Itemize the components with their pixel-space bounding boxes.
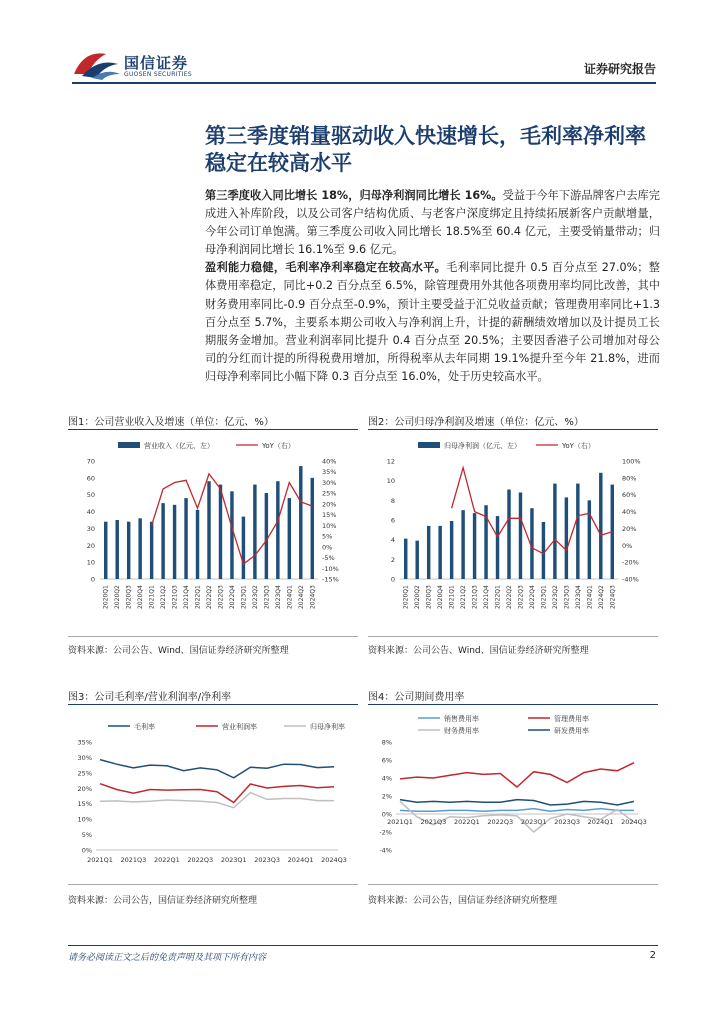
fig2-x-tick: 2022Q1 (494, 585, 502, 609)
fig2-right-tick: 60% (622, 491, 637, 500)
fig2-x-tick: 2021Q2 (460, 585, 468, 609)
fig1-x-tick: 2022Q3 (217, 585, 225, 609)
fig4-legend-label: 管理费用率 (554, 715, 589, 723)
fig2-bar (415, 541, 418, 579)
fig1-right-tick: 30% (322, 478, 337, 487)
fig1-bar (219, 485, 222, 579)
fig3-x-tick: 2023Q3 (254, 856, 281, 864)
fig1-title: 图1：公司营业收入及增速（单位：亿元、%） (68, 417, 274, 428)
fig2-bar (438, 526, 441, 579)
fig2-x-tick: 2024Q2 (597, 585, 605, 609)
fig2-right-tick: -20% (622, 558, 639, 567)
paragraph-2 (205, 259, 660, 386)
fig4-legend-label: 销售费用率 (444, 715, 479, 723)
fig1-x-tick: 2023Q4 (274, 585, 282, 609)
section-title: 第三季度销量驱动收入快速增长，毛利率净利率稳定在较高水平 (205, 124, 646, 175)
fig3-x-tick: 2021Q3 (120, 856, 147, 864)
fig1-right-tick: 0% (322, 543, 333, 552)
fig1-x-tick: 2024Q1 (286, 585, 294, 609)
logo-text-en: GUOSEN SECURITIES (124, 71, 193, 78)
fig2-bar (461, 510, 464, 579)
fig2-legend-line-label: YoY（右） (562, 442, 595, 450)
fig1-bar (115, 520, 118, 579)
fig1-right-tick: -15% (322, 575, 339, 584)
fig2-bar (599, 473, 602, 579)
fig4-legend-label: 财务费用率 (444, 727, 479, 735)
fig4-y-tick: 6% (381, 756, 392, 765)
fig3-y-tick: 10% (77, 815, 92, 824)
fig3-top-rule (68, 704, 358, 705)
fig2-bar (519, 492, 522, 579)
fig2-bar (507, 490, 510, 579)
fig1-source: 资料来源：公司公告、Wind、国信证券经济研究所整理 (68, 646, 289, 656)
fig2-bar (588, 500, 591, 579)
fig4-x-tick: 2023Q1 (520, 818, 547, 826)
fig2-right-tick: 0% (622, 541, 633, 550)
fig1-x-tick: 2020Q1 (102, 585, 110, 609)
fig1-x-tick: 2022Q2 (206, 585, 213, 609)
fig1-left-tick: 30 (86, 524, 95, 533)
fig4-y-tick: -4% (379, 846, 392, 855)
logo-text-cn: 国信证券 (124, 54, 189, 72)
fig2-left-tick: 6 (390, 516, 395, 525)
fig3-y-tick: 5% (81, 831, 92, 840)
fig4-legend-label: 研发费用率 (554, 727, 589, 735)
fig2-bar (404, 539, 407, 579)
fig1-left-tick: 40 (86, 508, 95, 517)
fig2-x-tick: 2023Q2 (551, 585, 559, 609)
fig2-x-tick: 2024Q3 (609, 585, 617, 609)
fig1-x-tick: 2024Q2 (297, 585, 305, 609)
fig4-x-tick: 2022Q1 (453, 818, 480, 826)
fig3-legend-label: 毛利率 (134, 723, 155, 731)
fig1-right-tick: 15% (322, 511, 337, 520)
paragraph-1-lead: 第三季度收入同比增长 18%，归母净利润同比增长 16%。 (205, 189, 503, 202)
fig4-x-tick: 2024Q3 (621, 818, 647, 826)
fig2-legend-bar-swatch (418, 442, 440, 448)
fig2-left-tick: 12 (386, 457, 395, 466)
fig3-chart (68, 708, 360, 878)
fig3-x-tick: 2024Q3 (321, 856, 347, 864)
fig2-x-tick: 2024Q1 (586, 585, 594, 609)
fig1-bar (276, 481, 279, 579)
fig4-source: 资料来源：公司公告，国信证券经济研究所整理 (368, 896, 558, 906)
fig2-x-tick: 2020Q2 (414, 585, 422, 609)
fig2-left-tick: 10 (386, 477, 395, 486)
fig2-x-tick: 2022Q2 (506, 585, 513, 609)
fig1-right-tick: 20% (322, 500, 337, 509)
fig2-source: 资料来源：公司公告、Wind、国信证券经济研究所整理 (368, 646, 589, 656)
fig3-title: 图3：公司毛利率/营业利润率/净利率 (68, 692, 232, 703)
fig1-x-tick: 2023Q3 (263, 585, 271, 609)
fig4-series-line (400, 801, 634, 832)
fig2-legend-bar-label: 归母净利润（亿元、左） (444, 442, 521, 450)
fig2-right-tick: -40% (622, 575, 639, 584)
fig2-x-tick: 2020Q1 (402, 585, 410, 609)
fig2-x-tick: 2020Q4 (437, 585, 445, 609)
fig1-bar (184, 498, 187, 579)
fig1-bar (242, 517, 245, 579)
fig1-bar (299, 466, 302, 579)
fig4-x-tick: 2024Q1 (587, 818, 614, 826)
fig1-right-tick: 25% (322, 489, 337, 498)
fig1-left-tick: 20 (86, 541, 95, 550)
fig1-left-tick: 60 (86, 474, 95, 483)
fig4-x-tick: 2021Q3 (420, 818, 447, 826)
fig1-bar (138, 518, 141, 579)
fig1-legend-bar-label: 营业收入（亿元、左） (144, 442, 214, 450)
fig1-left-tick: 10 (86, 558, 95, 567)
fig4-x-tick: 2021Q1 (387, 818, 413, 826)
fig2-bar (565, 497, 568, 579)
fig3-x-tick: 2022Q3 (187, 856, 214, 864)
fig3-y-tick: 30% (77, 753, 92, 762)
fig4-series-line (400, 763, 634, 787)
fig4-chart (368, 708, 660, 878)
fig4-x-tick: 2023Q3 (554, 818, 581, 826)
fig4-y-tick: 0% (381, 810, 392, 819)
fig3-x-tick: 2023Q1 (220, 856, 247, 864)
fig1-right-tick: 35% (322, 468, 337, 477)
fig1-x-tick: 2021Q4 (183, 585, 191, 609)
fig1-bar (196, 510, 199, 579)
fig1-bar (253, 485, 256, 579)
paragraph-1-text: 受益于今年下游品牌客户去库完成进入补库阶段，以及公司客户结构优质、与老客户深度绑定且持续拓展新客户贡献增量，今年公司订单饱满。第三季度公司收入同比增长 18.5%至 60.4 亿元，主要受销量带动；归母净利润同比增长 16.1%至 9.6 亿元。 (205, 189, 660, 257)
fig2-bar (496, 516, 499, 579)
fig3-y-tick: 15% (77, 800, 92, 809)
fig3-legend-label: 营业利润率 (222, 723, 257, 731)
fig2-bar (576, 484, 579, 579)
fig2-x-tick: 2023Q3 (563, 585, 571, 609)
fig1-legend-bar-swatch (118, 442, 140, 448)
fig3-x-tick: 2021Q1 (87, 856, 113, 864)
fig2-x-tick: 2021Q4 (483, 585, 491, 609)
fig2-x-tick: 2022Q4 (528, 585, 536, 609)
fig2-x-tick: 2023Q1 (540, 585, 548, 609)
fig3-series-line (100, 784, 334, 803)
fig1-x-tick: 2024Q3 (309, 585, 317, 609)
fig1-x-tick: 2023Q2 (251, 585, 259, 609)
fig1-bar (207, 481, 210, 579)
fig2-left-tick: 2 (390, 555, 395, 564)
fig1-x-tick: 2020Q4 (137, 585, 145, 609)
fig1-bar (173, 505, 176, 579)
fig3-y-tick: 35% (77, 738, 92, 747)
page-header (72, 44, 656, 84)
fig3-series-line (100, 793, 334, 808)
fig2-bottom-rule (368, 636, 658, 637)
fig1-left-tick: 0 (90, 575, 95, 584)
fig1-x-tick: 2020Q3 (125, 585, 133, 609)
fig4-bottom-rule (368, 884, 658, 885)
fig1-left-tick: 50 (86, 491, 95, 500)
fig1-right-tick: 40% (322, 457, 337, 466)
fig2-bar (427, 526, 430, 579)
fig2-x-tick: 2021Q1 (448, 585, 456, 609)
fig1-bottom-rule (68, 636, 358, 637)
fig1-legend-line-label: YoY（右） (262, 442, 295, 450)
fig2-x-tick: 2020Q3 (425, 585, 433, 609)
fig1-right-tick: -5% (322, 554, 335, 563)
fig1-bar (230, 491, 233, 579)
fig2-x-tick: 2022Q3 (517, 585, 525, 609)
fig4-top-rule (368, 704, 658, 705)
fig4-title: 图4：公司期间费用率 (368, 692, 465, 703)
fig3-y-tick: 0% (81, 846, 92, 855)
paragraph-1 (205, 187, 660, 259)
fig1-x-tick: 2021Q2 (160, 585, 168, 609)
fig1-bar (127, 522, 130, 579)
fig1-bar (161, 503, 164, 579)
fig1-right-tick: 5% (322, 532, 333, 541)
fig4-series-line (400, 800, 634, 805)
fig3-x-tick: 2022Q1 (153, 856, 180, 864)
fig2-right-tick: 80% (622, 474, 637, 483)
fig2-bar (542, 522, 545, 579)
fig1-bar (150, 522, 153, 579)
fig1-x-tick: 2022Q1 (194, 585, 202, 609)
fig1-top-rule (68, 429, 358, 430)
fig2-bar (450, 521, 453, 579)
fig2-bar (553, 484, 556, 579)
fig2-chart (368, 433, 660, 633)
fig1-left-tick: 70 (86, 457, 95, 466)
fig2-x-tick: 2021Q3 (471, 585, 479, 609)
fig4-series-line (400, 809, 634, 812)
fig1-bar (104, 522, 107, 579)
fig2-left-tick: 4 (390, 536, 395, 545)
fig3-series-line (100, 760, 334, 778)
fig2-left-tick: 8 (390, 496, 395, 505)
fig3-y-tick: 20% (77, 784, 92, 793)
fig1-x-tick: 2021Q1 (148, 585, 156, 609)
fig4-y-tick: 4% (381, 774, 392, 783)
fig4-y-tick: 2% (381, 792, 392, 801)
fig2-left-tick: 0 (390, 575, 395, 584)
fig1-right-tick: 10% (322, 521, 337, 530)
fig1-x-tick: 2020Q2 (114, 585, 122, 609)
fig1-chart (68, 433, 360, 633)
body-text (205, 187, 660, 386)
fig4-x-tick: 2022Q3 (487, 818, 514, 826)
fig3-y-tick: 25% (77, 769, 92, 778)
fig2-top-rule (368, 429, 658, 430)
paragraph-2-text: 毛利率同比提升 0.5 百分点至 27.0%；整体费用率稳定，同比+0.2 百分点至 6.5%，除管理费用外其他各项费用率均同比改善，其中财务费用率同比-0.9 百分点至-0.9%，预计主要受益于汇兑收益贡献；管理费用率同比+1.3 百分点至 5.7%，主要系本期公司收入与净利润上升，计提的薪酬绩效增加以及计提员工长期服务金增加。营业利润率同比提升 0.4 百分点至 20.5%；主要因香港子公司增加对母公司的分红而计提的所得税费用增加，所得税率从去年同期 19.1%提升至今年 21.8%，进而归母净利率同比小幅下降 0.3 百分点至 16.0%，处于历史较高水平。 (205, 261, 660, 383)
fig2-title: 图2：公司归母净利润及增速（单位：亿元、%） (368, 417, 584, 428)
fig4-y-tick: -2% (379, 828, 392, 837)
fig3-bottom-rule (68, 884, 358, 885)
report-type-label: 证券研究报告 (583, 62, 656, 76)
fig1-x-tick: 2023Q1 (240, 585, 248, 609)
fig2-right-tick: 100% (622, 457, 641, 466)
fig3-x-tick: 2024Q1 (287, 856, 314, 864)
fig1-x-tick: 2022Q4 (228, 585, 236, 609)
fig4-y-tick: 8% (381, 738, 392, 747)
fig1-bar (311, 478, 314, 579)
fig1-right-tick: -10% (322, 564, 339, 573)
fig3-source: 资料来源：公司公告，国信证券经济研究所整理 (68, 896, 258, 906)
fig3-legend-label: 归母净利率 (310, 723, 345, 731)
fig2-right-tick: 20% (622, 524, 637, 533)
footer-rule (68, 945, 658, 946)
fig2-right-tick: 40% (622, 508, 637, 517)
page-number: 2 (649, 950, 656, 961)
fig1-x-tick: 2021Q3 (171, 585, 179, 609)
fig2-x-tick: 2023Q4 (574, 585, 582, 609)
disclaimer-text: 请务必阅读正文之后的免责声明及其项下所有内容 (68, 953, 267, 963)
paragraph-2-lead: 盈利能力稳健，毛利率净利率稳定在较高水平。 (205, 261, 447, 275)
fig2-bar (473, 513, 476, 579)
fig1-bar (265, 493, 268, 579)
fig1-bar (288, 498, 291, 579)
